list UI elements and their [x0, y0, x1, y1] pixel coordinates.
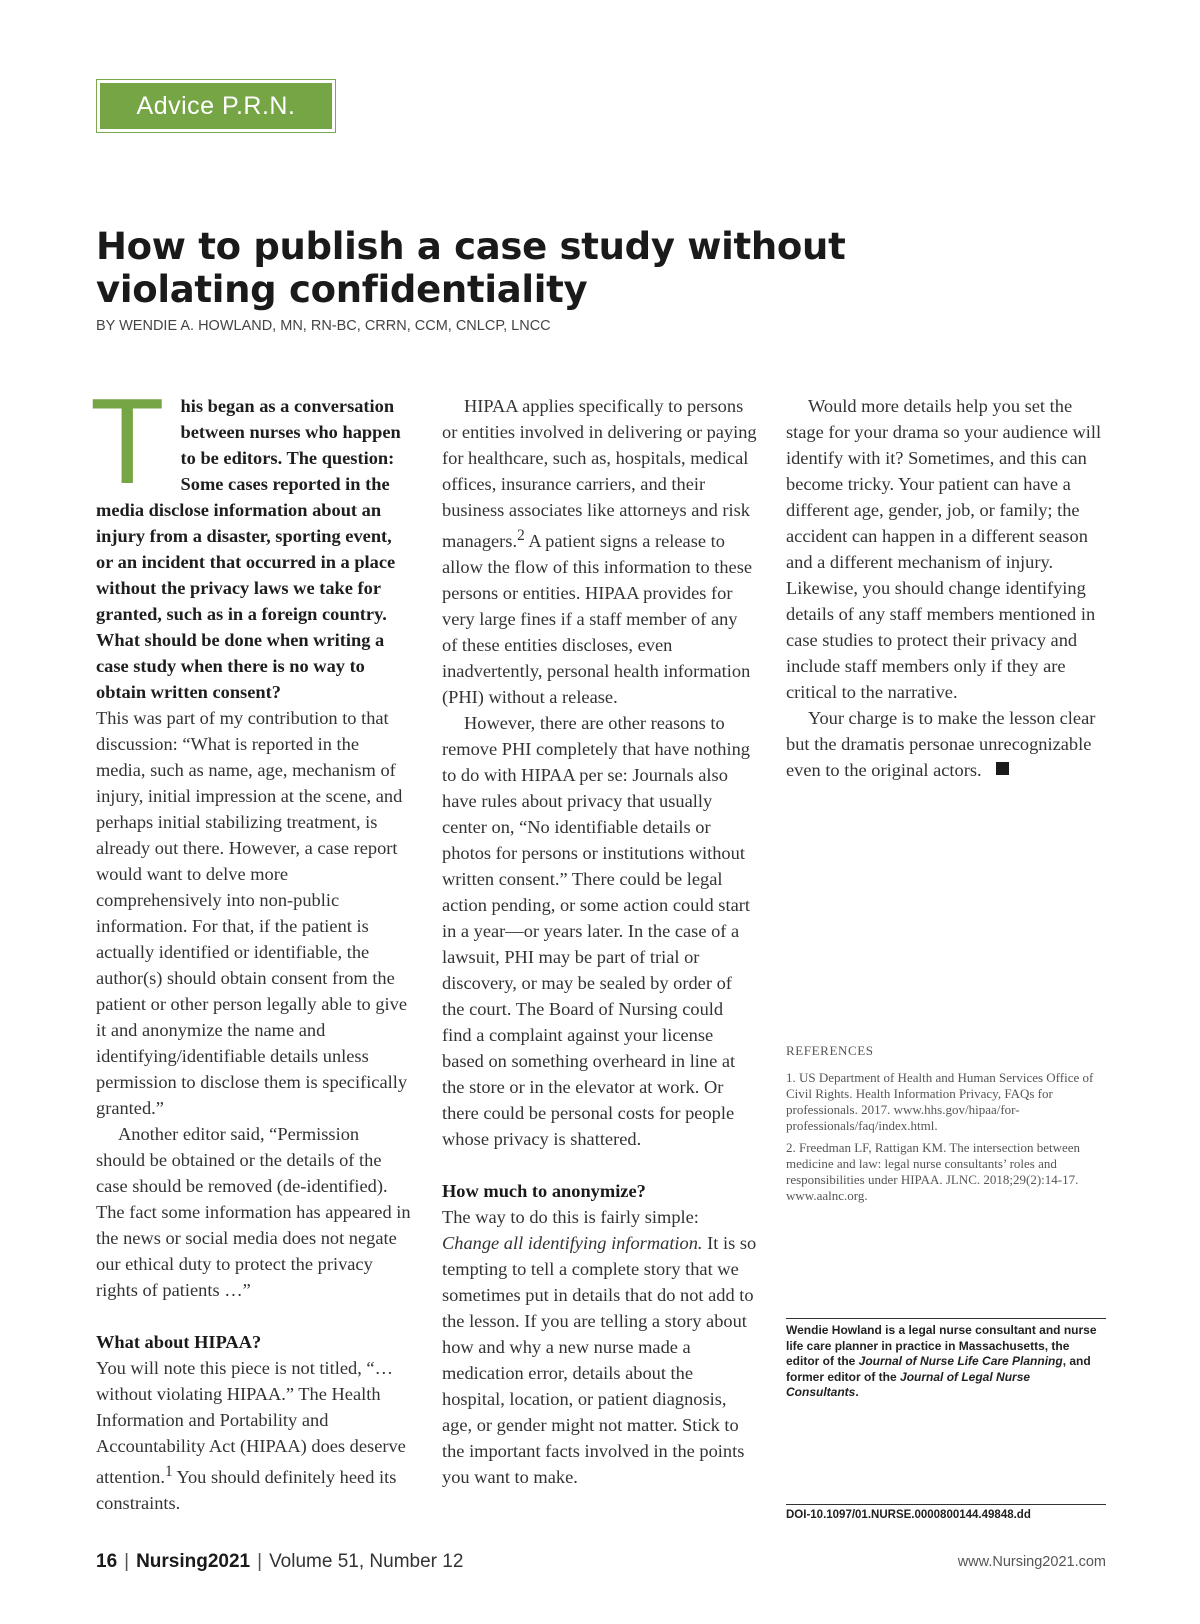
lead-text: his began as a conversation between nurses who happen to be editors. The question: Some cases reported in the media disclose information about an injury from a disaster, sporting event, or an incident that occurred in a place without the privacy laws we take for granted, such as in a foreign country. What should be done when writing a case study when there is no way to obtain written consent?: [96, 396, 401, 702]
article-column-2: [442, 393, 757, 1490]
reference-item: 1. US Department of Health and Human Services Office of Civil Rights. Health Information Privacy, FAQs for professionals. 2017. www.hhs.gov/hipaa/for-professionals/faq/index.html.: [786, 1070, 1094, 1133]
section-tag-label: Advice P.R.N.: [100, 83, 332, 129]
body-paragraph: [96, 1355, 411, 1516]
footer-url[interactable]: www.Nursing2021.com: [957, 1554, 1106, 1570]
subhead-anonymize: How much to anonymize?: [442, 1181, 646, 1202]
lead-paragraph: [90, 373, 411, 705]
section-tag: [96, 79, 336, 133]
end-mark-icon: [996, 762, 1009, 775]
reference-item: 2. Freedman LF, Rattigan KM. The intersection between medicine and law: legal nurse consultants’ roles and responsibilities under HIPAA. JLNC. 2018;29(2):14-17. www.aalnc.org.: [786, 1140, 1081, 1203]
references-heading: REFERENCES: [786, 1043, 874, 1058]
drop-cap: T: [90, 373, 165, 509]
body-paragraph: This was part of my contribution to that discussion: “What is reported in the media, such as name, age, mechanism of injury, initial impression at the scene, and perhaps initial stabilizing treatment, is already out there. However, a case report would want to delve more comprehensively into non-public information. For that, if the patient is actually identified or identifiable, the author(s) should obtain consent from the patient or other person legally able to give it and anonymize the name and identifying/identifiable details unless permission to disclose them is specifically granted.”: [96, 708, 408, 1118]
bio-journal: Journal of Nurse Life Care Planning: [858, 1354, 1063, 1368]
page-number: 16: [96, 1551, 118, 1572]
bio-text: Wendie Howland is a legal nurse consultant and nurse life care planner in practice in Massachusetts, the editor of the: [786, 1323, 1097, 1368]
bio-text: , and former editor of the: [786, 1354, 1091, 1384]
body-text: You should definitely heed its constraints.: [96, 1467, 397, 1514]
emphasis-text: Change all identifying information.: [442, 1233, 703, 1254]
body-text: HIPAA applies specifically to persons or entities involved in delivering or paying for healthcare, such as, hospitals, medical offices, insurance carriers, and their business associates like attorneys and risk managers.: [442, 396, 757, 552]
body-paragraph: Another editor said, “Permission should be obtained or the details of the case should be removed (de-identified). The fact some information has appeared in the news or social media does not negate our ethical duty to protect the privacy rights of patients …”: [96, 1124, 411, 1300]
citation-sup: 2: [517, 527, 525, 544]
references: [786, 1043, 1104, 1210]
byline: BY WENDIE A. HOWLAND, MN, RN-BC, CRRN, CCM, CNLCP, LNCC: [96, 318, 551, 334]
subhead-hipaa: What about HIPAA?: [96, 1332, 262, 1352]
article-column-1: [90, 373, 411, 1516]
bio-text: .: [855, 1385, 859, 1399]
body-paragraph: Would more details help you set the stage for your drama so your audience will identify with it? Sometimes, and this can become tricky. Your patient can have a different age, gender, job, or family; the accident can happen in a different season and a different mechanism of injury. Likewise, you should change identifying details of any staff members mentioned in case studies to protect their privacy and include staff members only if they are critical to the narrative.: [786, 396, 1102, 702]
magazine-name: Nursing2021: [136, 1551, 251, 1572]
body-text: It is so tempting to tell a complete story that we sometimes put in details that do not add to the lesson. If you are telling a story about how and why a new nurse made a medication error, details about the hospital, location, or patient diagnosis, age, or gender might not matter. Stick to the important facts involved in the points you want to make.: [442, 1233, 757, 1488]
bio-journal: Journal of Legal Nurse Consultants: [786, 1369, 1031, 1399]
article-column-3: [786, 393, 1106, 783]
body-text: You will note this piece is not titled, “… without violating HIPAA.” The Health Information and Portability and Accountability Act (HIPAA) does deserve attention.: [96, 1358, 406, 1488]
footer-divider: |: [124, 1551, 130, 1572]
body-text: Your charge is to make the lesson clear but the dramatis personae unrecognizable even to the original actors.: [786, 708, 1096, 780]
doi: DOI-10.1097/01.NURSE.0000800144.49848.dd: [786, 1504, 1106, 1521]
body-text: A patient signs a release to allow the flow of this information to these persons or entities. HIPAA provides for very large fines if a staff member of any of these entities discloses, even inadvertently, personal health information (PHI) without a release.: [442, 531, 753, 708]
body-paragraph: [442, 1204, 757, 1490]
volume-info: Volume 51, Number 12: [269, 1551, 464, 1572]
footer-divider: |: [257, 1551, 263, 1572]
author-bio: [786, 1318, 1106, 1401]
article-headline: How to publish a case study without violating confidentiality: [96, 225, 846, 311]
body-text: The way to do this is fairly simple:: [442, 1207, 699, 1228]
body-paragraph: [786, 705, 1106, 783]
body-paragraph: [442, 393, 757, 710]
footer-left: [96, 1551, 463, 1573]
body-paragraph: However, there are other reasons to remove PHI completely that have nothing to do with HIPAA per se: Journals also have rules about privacy that usually center on, “No identifiable details or photos for persons or institutions without written consent.” There could be legal action pending, or some action could start in a year—or years later. In the case of a lawsuit, PHI may be part of trial or discovery, or may be sealed by order of the court. The Board of Nursing could find a complaint against your license based on something overheard in line at the store or in the elevator at work. Or there could be personal costs for people whose privacy is shattered.: [442, 713, 750, 1150]
citation-sup: 1: [164, 1463, 173, 1480]
